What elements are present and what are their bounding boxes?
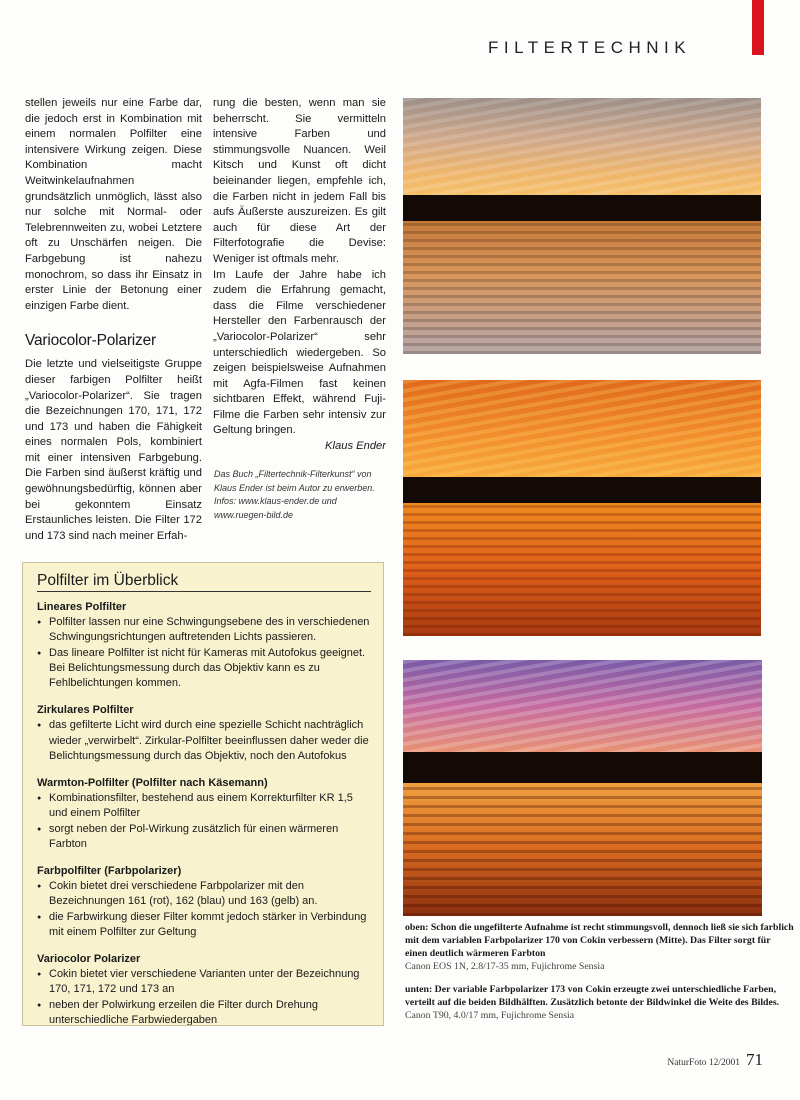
- bullet-list: [37, 615, 371, 691]
- paragraph: stellen jeweils nur eine Farbe dar, die jedoch erst in Kombination mit einem normalen Polfilter eine intensivere Wirkung zeigen. Diese Kombination macht Weitwinkelaufnahmen grundsätzlich unmöglich, lässt also nur solche mit Normal- oder Telebrennweiten zu, wobei Letztere oft zu Unschärfen neigen. Die Farbgebung ist nahezu monochrom, so dass ihr Einsatz in erster Linie der Betonung einer einzigen Farbe dient.: [25, 97, 202, 312]
- box-section-heading: Lineares Polfilter: [37, 601, 127, 613]
- author: Klaus Ender: [325, 440, 386, 453]
- photo-unfiltered-sunset: [403, 98, 761, 354]
- bullet-list: [37, 879, 371, 940]
- book-note: Das Buch „Filtertechnik-Filterkunst“ von Klaus Ender ist beim Autor zu erwerben. Infos: www.klaus-ender.de und www.ruegen-bild.de: [214, 469, 375, 520]
- box-section-heading: Variocolor Polarizer: [37, 953, 141, 966]
- bullet-item: ● Das lineare Polfilter ist nicht für Kameras mit Autofokus geeignet. Bei Belichtungsmessung durch das Objektiv kann es zu Fehlbelichtungen kommen.: [37, 646, 371, 692]
- bullet-list: [37, 791, 371, 852]
- bullet-item: ● Cokin bietet vier verschiedene Varianten unter der Bezeichnung 170, 171, 172 und 173 an: [37, 967, 371, 997]
- bullet-item: ● neben der Polwirkung erzeilen die Filter durch Drehung unterschiedliche Farbwiedergaben: [37, 998, 371, 1026]
- subheading: Variocolor-Polarizer: [25, 332, 156, 350]
- caption-bottom-meta: Canon T90, 4.0/17 mm, Fujichrome Sensia: [405, 1010, 575, 1021]
- paragraph: rung die besten, wenn man sie beherrscht. Sie vermitteln intensive Farben und stimmungsvolle Nuancen. Weil Kitsch und Kunst oft dicht beieinander liegen, empfehle ich, die Farben nicht in jedem Fall bis aufs Äußerste auszureizen. Es gilt auch für diese Art der Filterfotografie die Devise: Weniger ist oftmals mehr.: [213, 97, 386, 265]
- box-section-heading: Farbpolfilter (Farbpolarizer): [37, 865, 182, 878]
- paragraph: Im Laufe der Jahre habe ich zudem die Erfahrung gemacht, dass die Filme verschiedener Hersteller den Farbenrausch der „Variocolor-Polarizer“ sehr unterschiedlich wiedergeben. So zeigen beispielsweise Aufnahmen mit Agfa-Filmen fast keinen sichtbaren Effekt, während Fuji-Filme die Farben sehr intensiv zur Geltung bringen.: [213, 268, 386, 437]
- photo-filtered-sunset: [403, 380, 761, 636]
- overview-box: [22, 562, 384, 1026]
- caption-bottom: unten: Der variable Farbpolarizer 173 von Cokin erzeugte zwei unterschiedliche Farben, verteilt auf die beiden Bildhälften. Zusätzlich betonte der Bildwinkel die Weite des Bildes.: [405, 984, 780, 1008]
- bullet-item: ● sorgt neben der Pol-Wirkung zusätzlich für einen wärmeren Farbton: [37, 822, 371, 852]
- bullet-item: ● Kombinationsfilter, bestehend aus einem Korrekturfilter KR 1,5 und einem Polfilter: [37, 791, 371, 821]
- section-header: FILTERTECHNIK: [488, 38, 692, 57]
- bullet-list: [37, 967, 371, 1026]
- accent-bar: [752, 0, 764, 55]
- bullet-item: ● die Farbwirkung dieser Filter kommt jedoch stärker in Verbindung mit einem Polfilter zur Geltung: [37, 910, 371, 940]
- bullet-list: [37, 718, 371, 764]
- caption-top: oben: Schon die ungefilterte Aufnahme ist recht stimmungsvoll, dennoch ließ sie sich farblich mit dem variablen Farbpolarizer 170 von Cokin verbessern (Mitte). Das Filter sorgt für einen deutlich wärmeren Farbton: [405, 922, 794, 959]
- box-section-heading: Zirkulares Polfilter: [37, 704, 134, 717]
- photo-two-tone-sunset: [403, 660, 762, 916]
- photo-captions: [405, 921, 795, 1032]
- bullet-item: ● Cokin bietet drei verschiedene Farbpolarizer mit den Bezeichnungen 161 (rot), 162 (blau) und 163 (gelb) an.: [37, 879, 371, 909]
- article-column-1: [25, 96, 202, 544]
- page-number: 71: [746, 1050, 763, 1069]
- box-title: Polfilter im Überblick: [37, 571, 371, 592]
- bullet-item: ● Polfilter lassen nur eine Schwingungsebene des in verschiedenen Schwingungsrichtungen auftretenden Lichts passieren.: [37, 615, 371, 645]
- magazine-issue: NaturFoto 12/2001: [667, 1058, 740, 1068]
- bullet-item: ● das gefilterte Licht wird durch eine spezielle Schicht nachträglich wieder „verwirbelt“. Zirkular-Polfilter beeinflussen daher weder die Belichtungsmessung durch das Objektiv, noch den Autofokus: [37, 718, 371, 764]
- paragraph: Die letzte und vielseitigste Gruppe dieser farbigen Polfilter heißt „Variocolor-Polarizer“. Sie tragen die Bezeichnungen 170, 171, 172 und 173 und haben die Fähigkeit eines normalen Pols, kombiniert mit einer intensiven Farbgebung. Die Farben sind äußerst kräftig und gewöhnungsbedürftig, können aber bei gekonntem Einsatz Erstaunliches leisten. Die Filter 172 und 173 sind nach meiner Erfah-: [25, 358, 202, 542]
- box-section-heading: Warmton-Polfilter (Polfilter nach Käsemann): [37, 777, 268, 790]
- caption-top-meta: Canon EOS 1N, 2.8/17-35 mm, Fujichrome Sensia: [405, 961, 605, 972]
- article-column-2: [213, 96, 386, 455]
- page-footer: [667, 1050, 763, 1070]
